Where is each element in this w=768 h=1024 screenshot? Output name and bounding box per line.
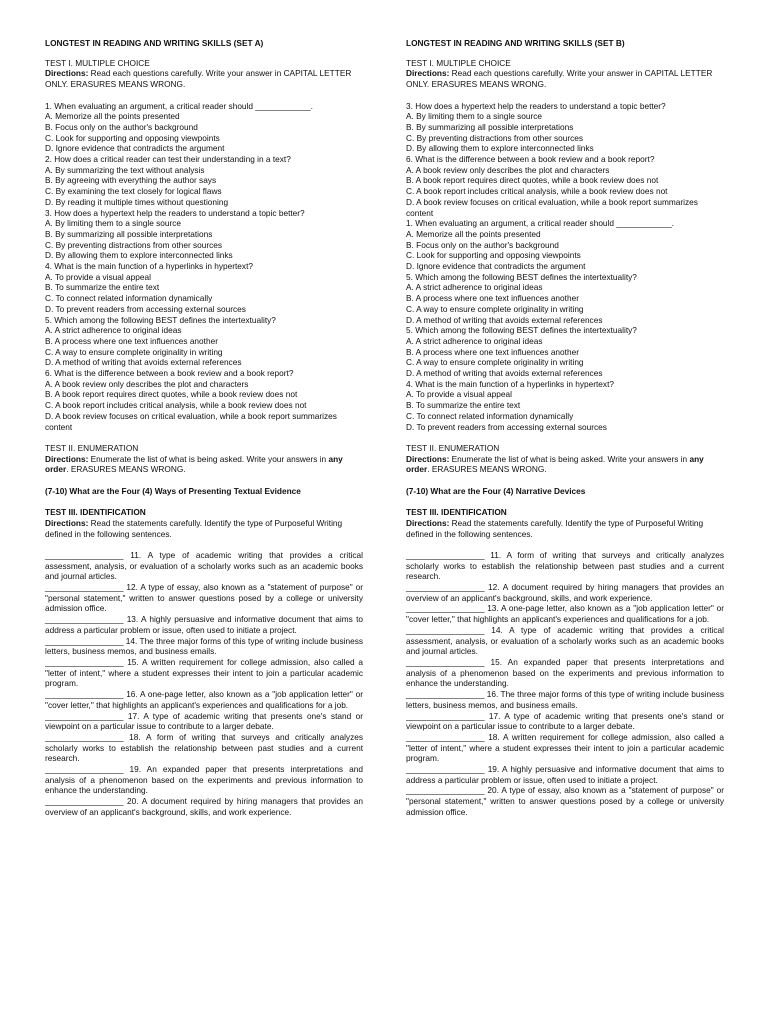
mc-line: D. To prevent readers from accessing external sources <box>45 303 246 314</box>
mc-line: 4. What is the main function of a hyperlinks in hypertext? <box>45 261 253 272</box>
mc-line: 4. What is the main function of a hyperlinks in hypertext? <box>406 378 614 389</box>
set-a-test3-directions <box>45 518 363 539</box>
ident-item: _________________ 13. A one-page letter, also known as a "job application letter" or "cover letter," that highlights an applicant's experiences and qualifications for a job. <box>406 603 724 625</box>
mc-line: C. By preventing distractions from other sources <box>45 239 223 250</box>
set-b-title: LONGTEST IN READING AND WRITING SKILLS (SET B) <box>406 38 625 48</box>
set-a-column <box>45 38 363 818</box>
set-b-column <box>406 38 724 818</box>
directions-text: Read the statements carefully. Identify the type of Purposeful Writing defined in the following sentences. <box>406 517 704 539</box>
mc-line: D. A method of writing that avoids external references <box>406 368 603 379</box>
ident-item: _________________ 17. A type of academic writing that presents one's stand or viewpoint on a particular issue to contribute to a larger debate. <box>45 710 363 732</box>
directions-emphasis: any order <box>406 453 704 475</box>
directions-text: Read the statements carefully. Identify the type of Purposeful Writing defined in the following sentences. <box>45 517 343 539</box>
directions-text: . ERASURES MEANS WRONG. <box>427 464 547 475</box>
mc-line: C. A book report includes critical analysis, while a book review does not <box>406 186 668 197</box>
mc-line: B. A book report requires direct quotes, while a book review does not <box>45 389 298 400</box>
mc-line: C. A way to ensure complete originality in writing <box>406 303 584 314</box>
mc-line: A. To provide a visual appeal <box>406 389 512 400</box>
directions-text: . ERASURES MEANS WRONG. <box>66 464 186 475</box>
mc-line: D. A method of writing that avoids external references <box>45 357 242 368</box>
mc-line: B. To summarize the entire text <box>45 282 160 293</box>
set-b-test2-directions <box>406 454 724 475</box>
mc-line: D. By allowing them to explore interconnected links <box>406 143 594 154</box>
ident-item: _________________ 16. The three major forms of this type of writing include business letters, business memos, and business emails. <box>406 689 724 710</box>
set-a-test2-directions <box>45 454 363 475</box>
directions-label: Directions: <box>406 68 450 79</box>
mc-line: C. A book report includes critical analysis, while a book review does not <box>45 400 307 411</box>
ident-item: _________________ 14. The three major forms of this type of writing include business letters, business memos, and business emails. <box>45 635 363 657</box>
mc-line: D. To prevent readers from accessing external sources <box>406 421 607 432</box>
mc-line: D. By reading it multiple times without questioning <box>45 196 229 207</box>
mc-line: 1. When evaluating an argument, a critical reader should ____________. <box>406 218 674 229</box>
mc-line: D. Ignore evidence that contradicts the argument <box>406 261 586 272</box>
mc-line: B. A process where one text influences another <box>45 335 218 346</box>
ident-item: _________________ 18. A written requirement for college admission, also called a "letter of intent," where a student expresses their intent to join a particular academic program. <box>406 731 724 764</box>
mc-line: B. A process where one text influences another <box>406 293 579 304</box>
directions-label: Directions: <box>406 517 450 528</box>
ident-item: _________________ 17. A type of academic writing that presents one's stand or viewpoint on a particular issue to contribute to a larger debate. <box>406 710 724 732</box>
ident-item: _________________ 12. A type of essay, also known as a "statement of purpose" or "personal statement," written to answer questions posed by a college or university admission office. <box>45 582 363 614</box>
set-a-enum-question: (7-10) What are the Four (4) Ways of Presenting Textual Evidence <box>45 485 301 496</box>
ident-item: _________________ 18. A form of writing that surveys and critically analyzes scholarly works to establish the relationship between past studies and a current research. <box>45 731 363 764</box>
mc-line: A. To provide a visual appeal <box>45 271 151 282</box>
set-a-mc-list <box>45 101 363 433</box>
set-b-test1-directions <box>406 68 724 89</box>
mc-line: 6. What is the difference between a book review and a book report? <box>406 154 655 165</box>
mc-line: C. By preventing distractions from other sources <box>406 132 584 143</box>
directions-text: Enumerate the list of what is being asked. Write your answers in <box>449 453 690 464</box>
mc-line: 6. What is the difference between a book review and a book report? <box>45 368 294 379</box>
set-a-test1-heading: TEST I. MULTIPLE CHOICE <box>45 57 150 68</box>
set-b-mc-list <box>406 101 724 433</box>
ident-item: _________________ 15. An expanded paper that presents interpretations and analysis of a phenomenon based on the experiments and previous information to enhance the understanding. <box>406 657 724 689</box>
mc-line: C. To connect related information dynamically <box>45 293 213 304</box>
ident-item: _________________ 14. A type of academic writing that provides a critical assessment, analysis, or evaluation of a scholarly works such as an academic books and journal articles. <box>406 624 724 657</box>
ident-item: _________________ 20. A type of essay, also known as a "statement of purpose" or "personal statement," written to answer questions posed by a college or university admission office. <box>406 785 724 817</box>
mc-line: 5. Which among the following BEST defines the intertextuality? <box>406 271 637 282</box>
mc-line: D. A method of writing that avoids external references <box>406 314 603 325</box>
mc-line: 2. How does a critical reader can test their understanding in a text? <box>45 154 291 165</box>
mc-line: D. A book review focuses on critical evaluation, while a book report summarizes content <box>45 410 337 432</box>
directions-text: Read each questions carefully. Write your answer in CAPITAL LETTER ONLY. ERASURES MEANS WRONG. <box>406 68 713 90</box>
mc-line: B. A book report requires direct quotes, while a book review does not <box>406 175 659 186</box>
set-a-test3-heading: TEST III. IDENTIFICATION <box>45 507 146 518</box>
set-b-ident-list <box>406 550 724 818</box>
directions-emphasis: any order <box>45 453 343 475</box>
mc-line: C. To connect related information dynamically <box>406 410 574 421</box>
ident-item: _________________ 11. A type of academic writing that provides a critical assessment, analysis, or evaluation of a scholarly works such as an academic books and journal articles. <box>45 549 363 582</box>
mc-line: A. By limiting them to a single source <box>406 111 543 122</box>
directions-text: Read each questions carefully. Write your answer in CAPITAL LETTER ONLY. ERASURES MEANS WRONG. <box>45 68 352 90</box>
mc-line: A. A book review only describes the plot and characters <box>406 164 610 175</box>
mc-line: 3. How does a hypertext help the readers to understand a topic better? <box>406 100 666 111</box>
mc-line: A. Memorize all the points presented <box>45 111 180 122</box>
set-b-test2-heading: TEST II. ENUMERATION <box>406 442 500 453</box>
mc-line: D. A book review focuses on critical evaluation, while a book report summarizes content <box>406 196 698 218</box>
mc-line: A. By limiting them to a single source <box>45 218 182 229</box>
set-b-enum-question: (7-10) What are the Four (4) Narrative Devices <box>406 485 586 496</box>
ident-item: _________________ 19. A highly persuasive and informative document that aims to address a particular problem or issue, often used to initiate a project. <box>406 764 724 785</box>
mc-line: A. Memorize all the points presented <box>406 228 541 239</box>
set-b-test1-heading: TEST I. MULTIPLE CHOICE <box>406 57 511 68</box>
mc-line: 3. How does a hypertext help the readers to understand a topic better? <box>45 207 305 218</box>
mc-line: A. A strict adherence to original ideas <box>406 335 543 346</box>
mc-line: B. Focus only on the author's background <box>45 121 198 132</box>
mc-line: C. A way to ensure complete originality in writing <box>45 346 223 357</box>
set-a-title: LONGTEST IN READING AND WRITING SKILLS (SET A) <box>45 38 264 48</box>
ident-item: _________________ 11. A form of writing that surveys and critically analyzes scholarly works to establish the relationship between past studies and a current research. <box>406 549 724 582</box>
set-a-test1-directions <box>45 68 363 89</box>
mc-line: C. Look for supporting and opposing viewpoints <box>45 132 220 143</box>
mc-line: D. Ignore evidence that contradicts the argument <box>45 143 225 154</box>
mc-line: 5. Which among the following BEST defines the intertextuality? <box>45 314 276 325</box>
set-a-ident-list <box>45 550 363 818</box>
directions-label: Directions: <box>45 68 89 79</box>
directions-text: Enumerate the list of what is being asked. Write your answers in <box>88 453 329 464</box>
mc-line: 5. Which among the following BEST defines the intertextuality? <box>406 325 637 336</box>
set-b-test3-directions <box>406 518 724 539</box>
mc-line: A. A book review only describes the plot and characters <box>45 378 249 389</box>
ident-item: _________________ 15. A written requirement for college admission, also called a "letter of intent," where a student expresses their intent to join a particular academic program. <box>45 657 363 689</box>
ident-item: _________________ 12. A document required by hiring managers that provides an overview of an applicant's background, skills, and work experience. <box>406 582 724 603</box>
ident-item: _________________ 13. A highly persuasive and informative document that aims to address a particular problem or issue, often used to initiate a project. <box>45 614 363 635</box>
mc-line: A. A strict adherence to original ideas <box>406 282 543 293</box>
mc-line: D. By allowing them to explore interconnected links <box>45 250 233 261</box>
ident-item: _________________ 20. A document required by hiring managers that provides an overview of an applicant's background, skills, and work experience. <box>45 796 363 817</box>
mc-line: B. A process where one text influences another <box>406 346 579 357</box>
mc-line: B. By summarizing all possible interpretations <box>45 228 213 239</box>
mc-line: A. A strict adherence to original ideas <box>45 325 182 336</box>
set-a-test2-heading: TEST II. ENUMERATION <box>45 442 139 453</box>
mc-line: B. Focus only on the author's background <box>406 239 559 250</box>
directions-label: Directions: <box>45 453 89 464</box>
set-b-test3-heading: TEST III. IDENTIFICATION <box>406 507 507 518</box>
mc-line: B. To summarize the entire text <box>406 400 521 411</box>
mc-line: B. By agreeing with everything the author says <box>45 175 217 186</box>
ident-item: _________________ 19. An expanded paper that presents interpretations and analysis of a phenomenon based on the experiments and previous information to enhance the understanding. <box>45 764 363 796</box>
mc-line: B. By summarizing all possible interpretations <box>406 121 574 132</box>
mc-line: 1. When evaluating an argument, a critical reader should ____________. <box>45 100 313 111</box>
ident-item: _________________ 16. A one-page letter, also known as a "job application letter" or "cover letter," that highlights an applicant's experiences and qualifications for a job. <box>45 689 363 710</box>
mc-line: C. Look for supporting and opposing viewpoints <box>406 250 581 261</box>
mc-line: A. By summarizing the text without analysis <box>45 164 205 175</box>
directions-label: Directions: <box>45 517 89 528</box>
mc-line: C. By examining the text closely for logical flaws <box>45 186 222 197</box>
directions-label: Directions: <box>406 453 450 464</box>
mc-line: C. A way to ensure complete originality in writing <box>406 357 584 368</box>
